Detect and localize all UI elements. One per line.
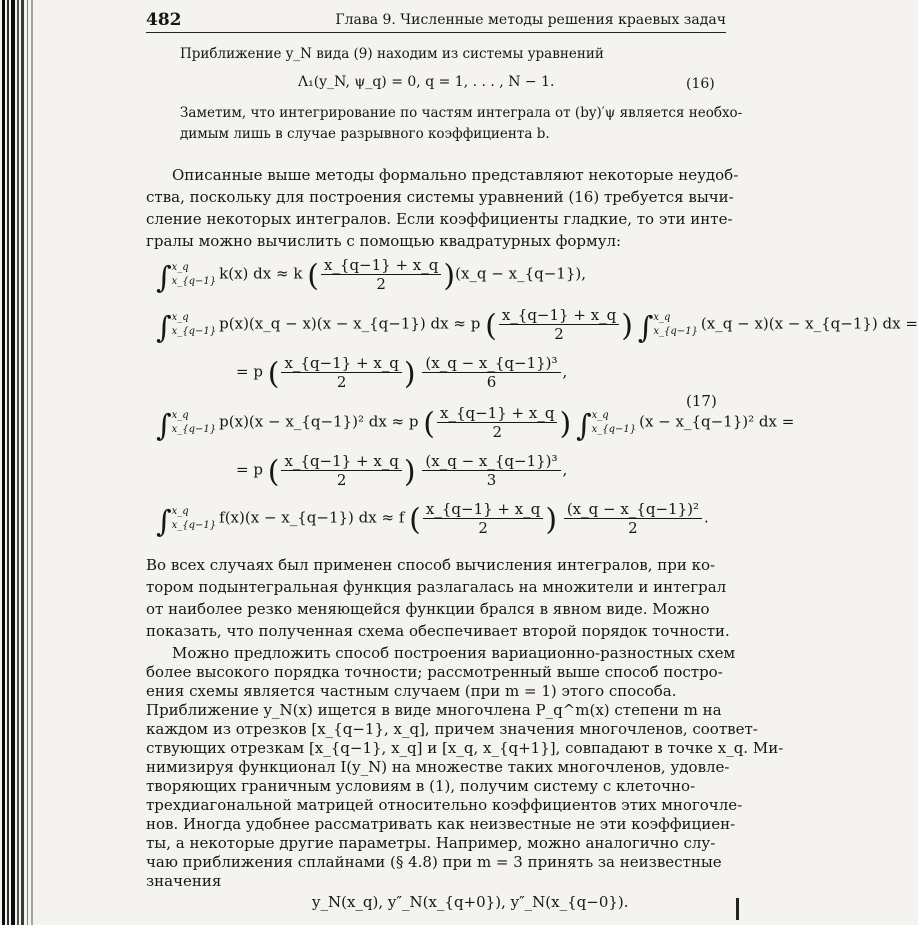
paragraph-3-line-8: творяющих граничным условиям в (1), получим систему с клеточно-	[146, 777, 696, 795]
paragraph-3-line-12: чаю приближения сплайнами (§ 4.8) при m = 3 принять за неизвестные	[146, 853, 722, 871]
paragraph-3-line-9: трехдиагональной матрицей относительно коэффициентов этих многочле-	[146, 796, 743, 814]
formula-k-integral: ∫ x_q x_{q−1} k(x) dx ≈ k ( $\frac{x\_\{q-1\} + x\_q}{2}$ )(x_q − x_{q−1}),	[156, 256, 586, 296]
paragraph-3-line-3: ения схемы является частным случаем (при m = 1) этого способа.	[146, 682, 677, 700]
formula-p-result-1: = p ( $\frac{x\_\{q-1\} + x\_q}{2}$ ) $\frac{\text{(x\_q − x\_\{q−1\})³}}{6}$ ,	[236, 354, 568, 392]
formula-p-integral-2: ∫ x_q x_{q−1} p(x)(x − x_{q−1})² dx ≈ p ( $\frac{x\_\{q-1\} + x\_q}{2}$ ) ∫ x_q x_{q−1} (x − x_{q−1})² dx =	[156, 404, 795, 444]
paragraph-3-line-2: более высокого порядка точности; рассмотренный выше способ постро-	[146, 663, 723, 681]
paragraph-3-line-13: значения	[146, 872, 222, 890]
paragraph-1-line-3: сление некоторых интегралов. Если коэффициенты гладкие, то эти инте-	[146, 210, 733, 228]
equation-16: Λ₁(y_N, ψ_q) = 0, q = 1, . . . , N − 1.	[298, 74, 555, 90]
page-header	[146, 10, 726, 33]
integral-sign: ∫	[156, 260, 172, 296]
paragraph-3-line-4: Приближение y_N(x) ищется в виде многочлена P_q^m(x) степени m на	[146, 701, 722, 719]
paragraph-3-line-5: каждом из отрезков [x_{q−1}, x_q], причем значения многочленов, соответ-	[146, 720, 758, 738]
remark-line-1: Приближение y_N вида (9) находим из системы уравнений	[180, 46, 604, 62]
paragraph-3-line-1: Можно предложить способ построения вариационно-разностных схем	[172, 644, 736, 662]
page-number: 482	[146, 10, 182, 30]
paragraph-1-line-1: Описанные выше методы формально представляют некоторые неудоб-	[172, 166, 739, 184]
page-corner-mark	[736, 898, 739, 920]
paragraph-3-line-10: нов. Иногда удобнее рассматривать как неизвестные не эти коэффициен-	[146, 815, 736, 833]
paragraph-2-line-3: от наиболее резко меняющейся функции брался в явном виде. Можно	[146, 600, 710, 618]
formula-p-result-2: = p ( $\frac{x\_\{q-1\} + x\_q}{2}$ ) $\frac{\text{(x\_q − x\_\{q−1\})³}}{3}$ ,	[236, 452, 568, 490]
running-title: Глава 9. Численные методы решения краевых задач	[335, 12, 726, 28]
paragraph-3-line-7: нимизируя функционал I(y_N) на множестве таких многочленов, удовле-	[146, 758, 730, 776]
final-equation: y_N(x_q), y″_N(x_{q+0}), y″_N(x_{q−0}).	[312, 893, 629, 911]
equation-number-16: (16)	[686, 76, 715, 92]
paragraph-1-line-2: ства, поскольку для построения системы уравнений (16) требуется вычи-	[146, 188, 734, 206]
remark-line-2: Заметим, что интегрирование по частям интеграла от (by)′ψ является необхо-	[180, 105, 743, 121]
paragraph-1-line-4: гралы можно вычислить с помощью квадратурных формул:	[146, 232, 622, 250]
book-binding-shadow	[0, 0, 40, 925]
formula-f-integral: ∫ x_q x_{q−1} f(x)(x − x_{q−1}) dx ≈ f ( $\frac{x\_\{q-1\} + x\_q}{2}$ ) $\frac{\text{(x\_q − x\_\{q−1\})²}}{2}$ .	[156, 500, 709, 540]
equation-number-17: (17)	[686, 392, 717, 410]
paragraph-2-line-4: показать, что полученная схема обеспечивает второй порядок точности.	[146, 622, 730, 640]
remark-line-3: димым лишь в случае разрывного коэффициента b.	[180, 126, 550, 142]
paragraph-3-line-6: ствующих отрезкам [x_{q−1}, x_q] и [x_q, x_{q+1}], совпадают в точке x_q. Ми-	[146, 739, 784, 757]
formula-p-integral-1: ∫ x_q x_{q−1} p(x)(x_q − x)(x − x_{q−1}) dx ≈ p ( $\frac{x\_\{q-1\} + x\_q}{2}$ ) ∫ x_q x_{q−1} (x_q − x)(x − x_{q−1}) dx =	[156, 306, 918, 346]
paragraph-2-line-2: тором подынтегральная функция разлагалась на множители и интеграл	[146, 578, 727, 596]
paragraph-2-line-1: Во всех случаях был применен способ вычисления интегралов, при ко-	[146, 556, 716, 574]
integral-limits: x_q x_{q−1}	[171, 261, 217, 287]
paragraph-3-line-11: ты, а некоторые другие параметры. Например, можно аналогично слу-	[146, 834, 716, 852]
